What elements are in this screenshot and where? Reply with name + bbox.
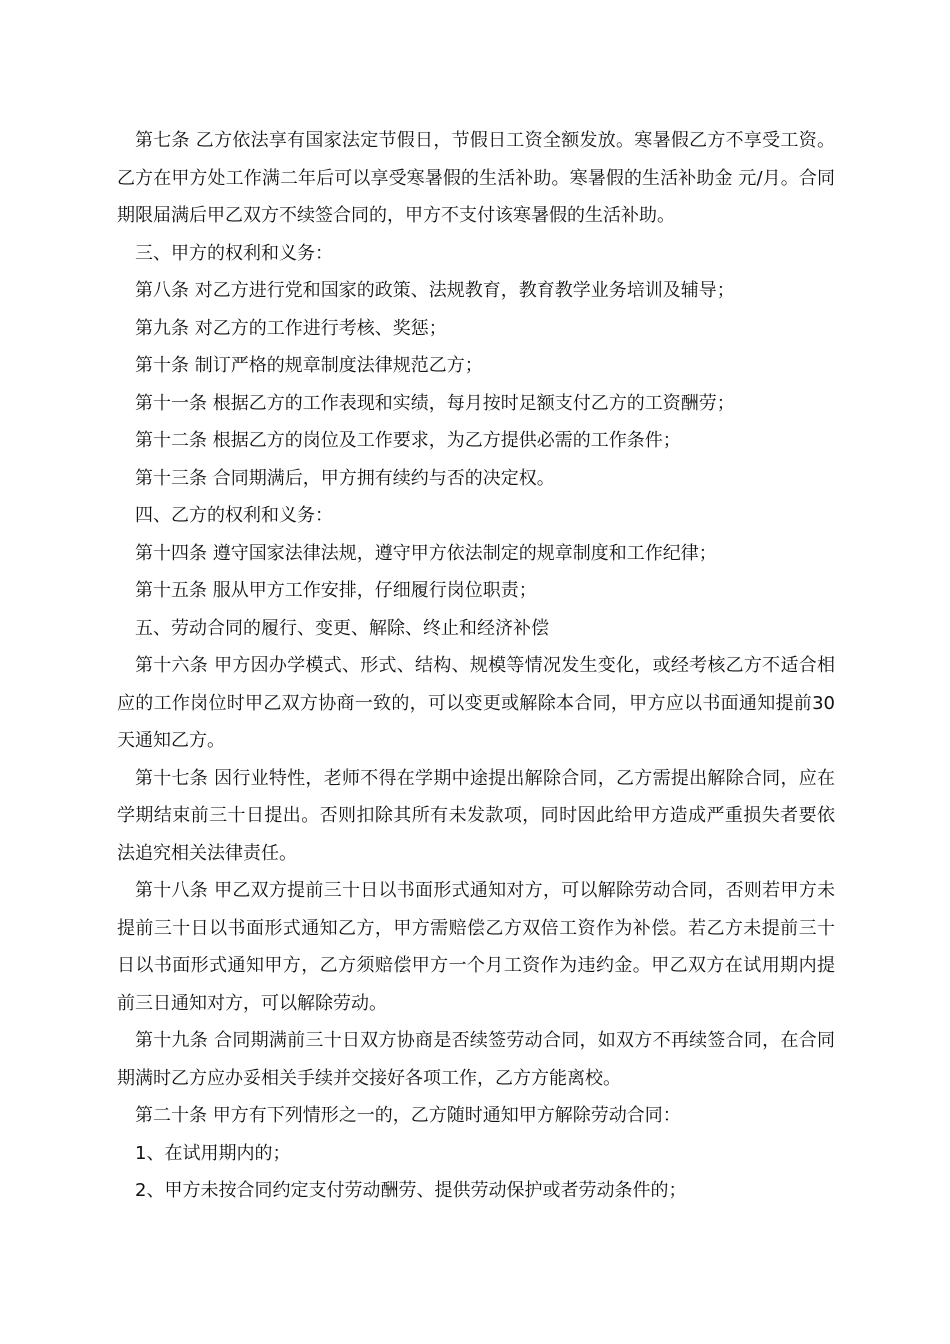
article-16-paragraph: 第十六条 甲方因办学模式、形式、结构、规模等情况发生变化，或经考核乙方不适合相应的工作岗位时甲乙双方协商一致的，可以变更或解除本合同，甲方应以书面通知提前30天通知乙方。: [117, 655, 835, 751]
article-12-paragraph: 第十二条 根据乙方的岗位及工作要求，为乙方提供必需的工作条件；: [135, 430, 681, 451]
article-14-paragraph: 第十四条 遵守国家法律法规，遵守甲方依法制定的规章制度和工作纪律；: [135, 542, 717, 564]
article-8-paragraph: 第八条 对乙方进行党和国家的政策、法规教育，教育教学业务培训及辅导；: [135, 280, 735, 301]
list-item-1: 1、在试用期内的；: [135, 1142, 291, 1164]
article-18-paragraph: 第十八条 甲乙双方提前三十日以书面形式通知对方，可以解除劳动合同，否则若甲方未提前三十日以书面形式通知乙方，甲方需赔偿乙方双倍工资作为补偿。若乙方未提前三十日以书面形式通知甲方，乙方须赔偿甲方一个月工资作为违约金。甲乙双方在试用期内提前三日通知对方，可以解除劳动。: [117, 880, 835, 1014]
article-11-paragraph: 第十一条 根据乙方的工作表现和实绩，每月按时足额支付乙方的工资酬劳；: [135, 392, 735, 414]
section-4-heading: 四、乙方的权利和义务：: [135, 505, 333, 526]
article-15-paragraph: 第十五条 服从甲方工作安排，仔细履行岗位职责；: [135, 580, 537, 601]
article-20-paragraph: 第二十条 甲方有下列情形之一的，乙方随时通知甲方解除劳动合同：: [135, 1105, 681, 1126]
document-page: [117, 122, 835, 1210]
section-5-heading: 五、劳动合同的履行、变更、解除、终止和经济补偿: [135, 617, 549, 639]
article-19-paragraph: 第十九条 合同期满前三十日双方协商是否续签劳动合同，如双方不再续签合同，在合同期满时乙方应办妥相关手续并交接好各项工作，乙方方能离校。: [117, 1030, 835, 1089]
article-9-paragraph: 第九条 对乙方的工作进行考核、奖惩；: [135, 317, 447, 339]
section-3-heading: 三、甲方的权利和义务：: [135, 242, 333, 264]
article-10-paragraph: 第十条 制订严格的规章制度法律规范乙方；: [135, 355, 483, 376]
article-13-paragraph: 第十三条 合同期满后，甲方拥有续约与否的决定权。: [135, 467, 555, 489]
article-17-paragraph: 第十七条 因行业特性，老师不得在学期中途提出解除合同，乙方需提出解除合同，应在学期结束前三十日提出。否则扣除其所有未发款项，同时因此给甲方造成严重损失者要依法追究相关法律责任。: [117, 767, 835, 864]
article-7-paragraph: 第七条 乙方依法享有国家法定节假日，节假日工资全额发放。寒暑假乙方不享受工资。乙方在甲方处工作满二年后可以享受寒暑假的生活补助。寒暑假的生活补助金 元/月。合同期限届满后甲乙双方不续签合同的，甲方不支付该寒暑假的生活补助。: [117, 130, 835, 226]
list-item-2: 2、甲方未按合同约定支付劳动酬劳、提供劳动保护或者劳动条件的；: [135, 1180, 687, 1201]
